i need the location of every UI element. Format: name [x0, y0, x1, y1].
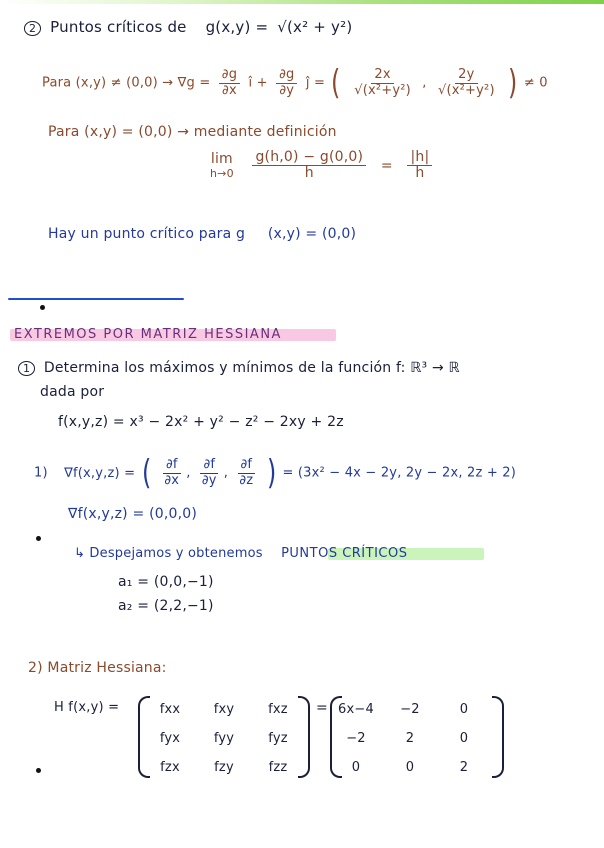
gradient-line: Para (x,y) ≠ (0,0) → ∇g = $\frac{\partial g}{\partial x}$ î + $\frac{\partial g}{\partial y}$ ĵ = ( $\frac{2x}{\text{√(x²+y²)}}$ , $\frac{2y}{\text{√(x²+y²)}}$ ) ≠ 0 — [42, 63, 548, 103]
gradient-result: = (3x² − 4x − 2y, 2y − 2x, 2z + 2) — [282, 465, 517, 481]
top-highlight-strip — [0, 0, 604, 4]
ink-dot — [40, 305, 45, 310]
matrix-right-bracket — [298, 696, 310, 778]
df-dx: $\frac{\partial f}{\partial x}$ — [164, 457, 180, 488]
matrix-right-bracket — [492, 696, 504, 778]
df-dz: $\frac{\partial f}{\partial z}$ — [239, 457, 254, 488]
partial-y-result: $\frac{2y}{\text{√(x²+y²)}}$ — [437, 67, 495, 98]
definition-line: Para (x,y) = (0,0) → mediante definición — [48, 124, 337, 140]
step1-gradient: 1) ∇f(x,y,z) = ( $\frac{\partial f}{\partial x}$ , $\frac{\partial f}{\partial y}$ , $\frac{\partial f}{\partial z}$ ) = (3x² − 4x − 2y, 2y − 2x, 2z + 2) — [34, 453, 517, 493]
limit-sub: h→0 — [210, 167, 234, 181]
title-func: g(x,y) = — [205, 18, 269, 36]
title-rhs: √(x² + y²) — [277, 18, 353, 36]
critical-point-a2: a₂ = (2,2,−1) — [118, 598, 214, 614]
limit-expression: lim h→0 $\frac{g(h,0) - g(0,0)}{h}$ = $\frac{|h|}{h}$ — [210, 150, 436, 182]
title-text: Puntos críticos de — [50, 18, 187, 36]
dg-dx-fraction: $\frac{\partial g}{\partial x}$ — [219, 68, 240, 98]
exercise-number: 1 — [18, 361, 35, 376]
critical-point-a1: a₁ = (0,0,−1) — [118, 574, 214, 590]
section-header: EXTREMOS POR MATRIZ HESSIANA — [14, 327, 282, 342]
despejamos-line: ↳ Despejamos y obtenemos PUNTOS CRÍTICOS — [74, 546, 408, 561]
critical-point-conclusion: Hay un punto crítico para g (x,y) = (0,0) — [48, 226, 357, 242]
hessian-equals: = — [316, 700, 328, 716]
hessian-lhs: H f(x,y) = — [54, 700, 120, 715]
step2-label: 2) Matriz Hessiana: — [28, 660, 167, 676]
title-number: 2 — [24, 21, 41, 36]
gradient-eq-zero: ∇f(x,y,z) = (0,0,0) — [68, 506, 198, 522]
gradient-prefix: Para (x,y) ≠ (0,0) → ∇g = — [42, 75, 211, 91]
step1-label: 1) — [34, 465, 48, 481]
limit-label: lim — [210, 151, 233, 168]
hessian-numeric: 6x−4 −2 0 −2 2 0 0 0 2 — [338, 702, 469, 775]
j-hat: ĵ = — [305, 75, 326, 91]
function-formula: f(x,y,z) = x³ − 2x² + y² − z² − 2xy + 2z — [58, 414, 344, 430]
limit-fraction: $\frac{g(h,0) - g(0,0)}{h}$ — [252, 150, 366, 182]
i-hat: î + — [248, 75, 268, 91]
partial-x-result: $\frac{2x}{\text{√(x²+y²)}}$ — [354, 67, 411, 98]
critical-points-title — [24, 18, 352, 36]
abs-fraction: $\frac{|h|}{h}$ — [407, 150, 432, 182]
df-dy: $\frac{\partial f}{\partial y}$ — [201, 457, 217, 488]
ink-dot — [36, 536, 41, 541]
exercise-statement: 1 Determina los máximos y mínimos de la función f: ℝ³ → ℝ — [18, 360, 460, 376]
ink-dot — [36, 768, 41, 773]
hessian-symbolic: fxx fxy fxz fyx fyy fyz fzx fzy fzz — [159, 702, 288, 775]
dg-dy-fraction: $\frac{\partial g}{\partial y}$ — [276, 68, 297, 98]
exercise-line2: dada por — [40, 384, 105, 400]
not-zero: ≠ 0 — [523, 75, 548, 91]
section-divider — [8, 298, 184, 300]
